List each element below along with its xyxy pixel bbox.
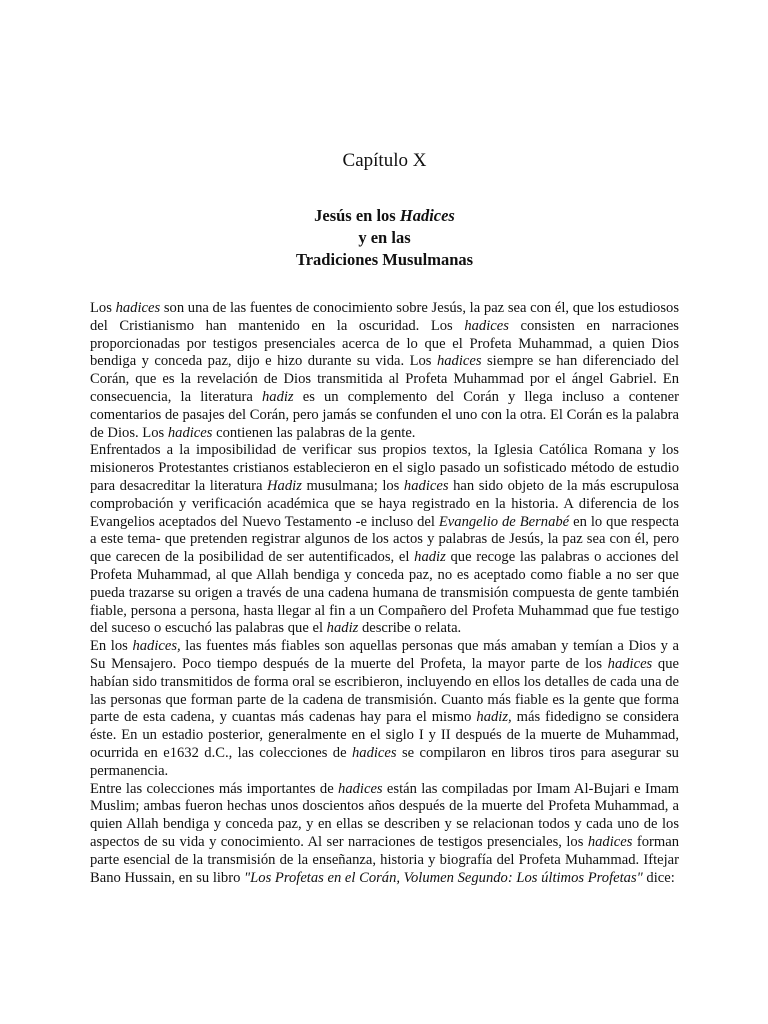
paragraph-text: en lo que respecta a este tema- que pretenden registrar algunos de los actos y palabras de Jesús, la paz sea con él, pero que carecen de la posibilidad de ser autentificados, el	[90, 513, 679, 566]
title-line-2: y en las	[358, 228, 411, 247]
paragraph-text: que habían sido transmitidos de forma oral se escribieron, incluyendo en ellos los detalles de cada una de las personas que forman parte de la cadena de transmisión. Cuanto más fiable es la gente que forma parte de esta cadena, y cuantas más cadenas hay para el mismo	[90, 655, 679, 726]
body-paragraph	[90, 781, 679, 888]
italic-text: hadices	[464, 317, 509, 334]
paragraph-text: describe o relata.	[358, 620, 462, 637]
body-text	[90, 300, 679, 887]
paragraph-text: siempre se han diferenciado del Corán, que es la revelación de Dios transmitida al Profeta Muhammad por el ángel Gabriel. En consecuencia, la literatura	[90, 353, 679, 405]
italic-text: hadiz	[326, 620, 359, 637]
italic-text: hadices	[436, 353, 482, 370]
paragraph-text: que recoge las palabras o acciones del Profeta Muhammad, al que Allah bendiga y conceda paz, no es aceptado como fiable a no ser que pueda trazarse su origen a través de una cadena humana de transmisión compuesta de gente también fiable, persona a persona, hasta llegar al fin a un Compañero del Profeta Muhammad que fue testigo del suceso o escuchó las palabras que el	[90, 549, 679, 637]
italic-text: hadices	[587, 833, 633, 850]
paragraph-text: es un complemento del Corán y llega incluso a contener comentarios de pasajes del Corán, pero jamás se confunden el uno con la otra. El Corán es la palabra de Dios. Los	[90, 388, 679, 441]
paragraph-text: se compilaron en libros tiros para asegurar su permanencia.	[90, 744, 679, 779]
paragraph-text: más fidedigno se considera éste. En un estadio posterior, generalmente en el siglo I y II después de la muerte de Muhammad, ocurrida en e1632 d.C., las colecciones de	[90, 709, 680, 761]
paragraph-text: musulmana; los	[301, 477, 404, 494]
italic-text: hadices	[351, 744, 397, 761]
paragraph-text: dice:	[642, 869, 675, 886]
paragraph-text: Entre las colecciones más importantes de	[90, 780, 339, 797]
paragraph-text: contienen las palabras de la gente.	[212, 424, 416, 441]
paragraph-text: han sido objeto de la más escrupulosa comprobación y verificación académica que se haya registrado en la historia. A diferencia de los Evangelios aceptados del Nuevo Testamento -e incluso del	[90, 477, 679, 530]
body-paragraph	[90, 442, 679, 638]
italic-text: Evangelio de Bernabé	[438, 513, 570, 530]
title-line-1-text: Jesús en los	[314, 206, 400, 225]
paragraph-text: Enfrentados a la imposibilidad de verificar sus propios textos, la Iglesia Católica Romana y los misioneros Protestantes cristianos establecieron en el siglo pasado un sofisticado método de estudio para desacreditar la literatura	[90, 442, 679, 494]
title-line-3: Tradiciones Musulmanas	[295, 250, 474, 269]
chapter-heading: Capítulo X	[342, 150, 427, 171]
paragraph-text: están las compiladas por Imam Al-Bujari e Imam Muslim; ambas fueron hechas unos doscientos años después de la muerte del Profeta Muhammad, a quien Allah bendiga y conceda paz, y en ellas se describen y se relacionan todos y cada uno de los aspectos de su vida y conocimiento. Al ser narraciones de testigos presenciales, los	[90, 780, 679, 850]
title-line-1-italic: Hadices	[399, 206, 455, 225]
italic-text: hadices	[167, 424, 213, 441]
document-page	[90, 0, 679, 1024]
italic-text: hadices	[115, 300, 161, 316]
paragraph-text: son una de las fuentes de conocimiento sobre Jesús, la paz sea con él, que los estudiosos del Cristianismo han mantenido en la oscuridad. Los	[90, 300, 680, 334]
chapter-title	[90, 205, 679, 271]
italic-text: hadices	[607, 655, 653, 672]
paragraph-text: las fuentes más fiables son aquellas personas que más amaban y temían a Dios y a Su Mensajero. Poco tiempo después de la muerte del Profeta, la mayor parte de los	[90, 638, 679, 672]
paragraph-text: forman parte esencial de la transmisión de la enseñanza, historia y biografía del Profeta Muhammad. Iftejar Bano Hussain, en su libro	[90, 833, 679, 886]
italic-text: Hadiz	[267, 477, 302, 494]
italic-text: hadices	[338, 780, 383, 797]
body-paragraph	[90, 300, 679, 442]
title-line-1	[90, 205, 679, 227]
italic-text: "Los Profetas en el Corán, Volumen Segundo: Los últimos Profetas"	[244, 869, 643, 886]
italic-text: hadices,	[132, 638, 181, 655]
italic-text: hadiz	[414, 549, 446, 566]
italic-text: hadiz	[261, 388, 294, 405]
italic-text: hadiz,	[476, 709, 512, 726]
body-paragraph	[90, 638, 679, 780]
paragraph-text: Los	[90, 300, 116, 316]
italic-text: hadices	[403, 477, 449, 494]
paragraph-text: consisten en narraciones proporcionadas por testigos presenciales acerca de lo que el Profeta Muhammad, a quien Dios bendiga y conceda paz, dijo e hizo durante su vida. Los	[90, 317, 679, 370]
paragraph-text: En los	[90, 638, 133, 655]
